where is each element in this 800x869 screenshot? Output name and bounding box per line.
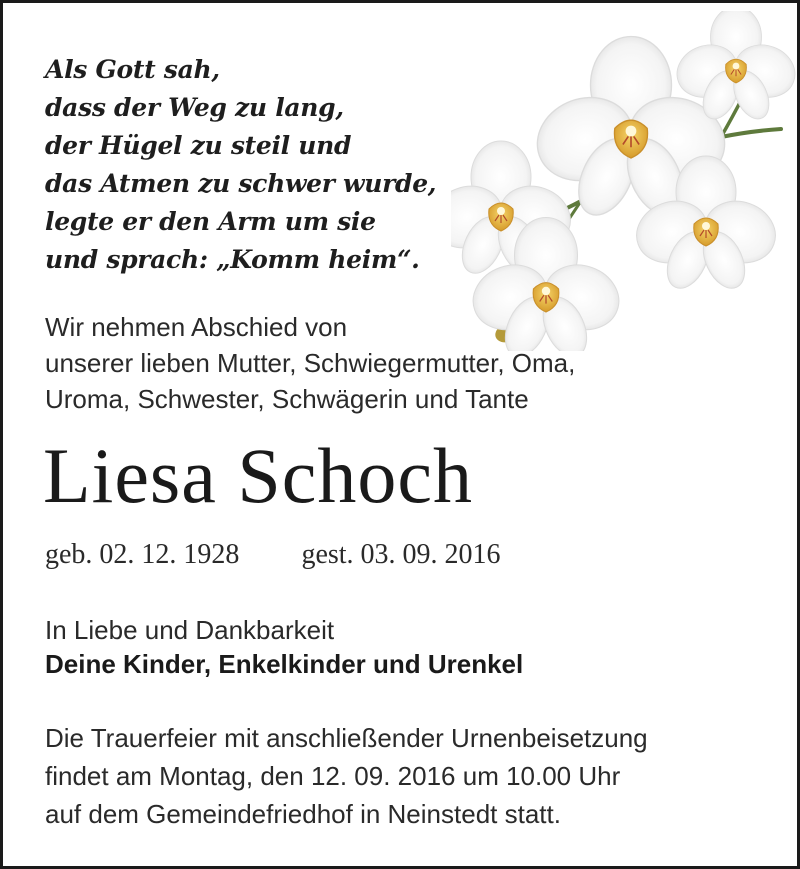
birth-date: geb. 02. 12. 1928 bbox=[45, 539, 240, 570]
life-dates bbox=[45, 537, 501, 573]
death-date: gest. 03. 09. 2016 bbox=[301, 539, 501, 570]
intro-line: unserer lieben Mutter, Schwiegermutter, Oma, bbox=[45, 348, 576, 378]
thanks-line: In Liebe und Dankbarkeit bbox=[45, 615, 335, 645]
funeral-service-info bbox=[45, 719, 648, 833]
orchid-image bbox=[451, 11, 797, 351]
family-line: Deine Kinder, Enkelkinder und Urenkel bbox=[45, 649, 524, 679]
deceased-name: Liesa Schoch bbox=[43, 432, 474, 519]
farewell-intro bbox=[45, 309, 575, 417]
intro-line: Wir nehmen Abschied von bbox=[45, 312, 348, 342]
service-line: auf dem Gemeindefriedhof in Neinstedt statt. bbox=[45, 799, 561, 829]
service-line: Die Trauerfeier mit anschließender Urnenbeisetzung bbox=[45, 723, 648, 753]
service-line: findet am Montag, den 12. 09. 2016 um 10.00 Uhr bbox=[45, 761, 621, 791]
poem-line: Als Gott sah, bbox=[45, 55, 220, 84]
poem-line: der Hügel zu steil und bbox=[45, 131, 352, 160]
intro-line: Uroma, Schwester, Schwägerin und Tante bbox=[45, 384, 529, 414]
poem bbox=[45, 51, 436, 279]
poem-line: legte er den Arm um sie bbox=[45, 207, 376, 236]
mourners bbox=[45, 613, 523, 681]
poem-line: das Atmen zu schwer wurde, bbox=[45, 169, 437, 198]
poem-line: und sprach: „Komm heim“. bbox=[45, 245, 420, 274]
poem-line: dass der Weg zu lang, bbox=[45, 93, 344, 122]
